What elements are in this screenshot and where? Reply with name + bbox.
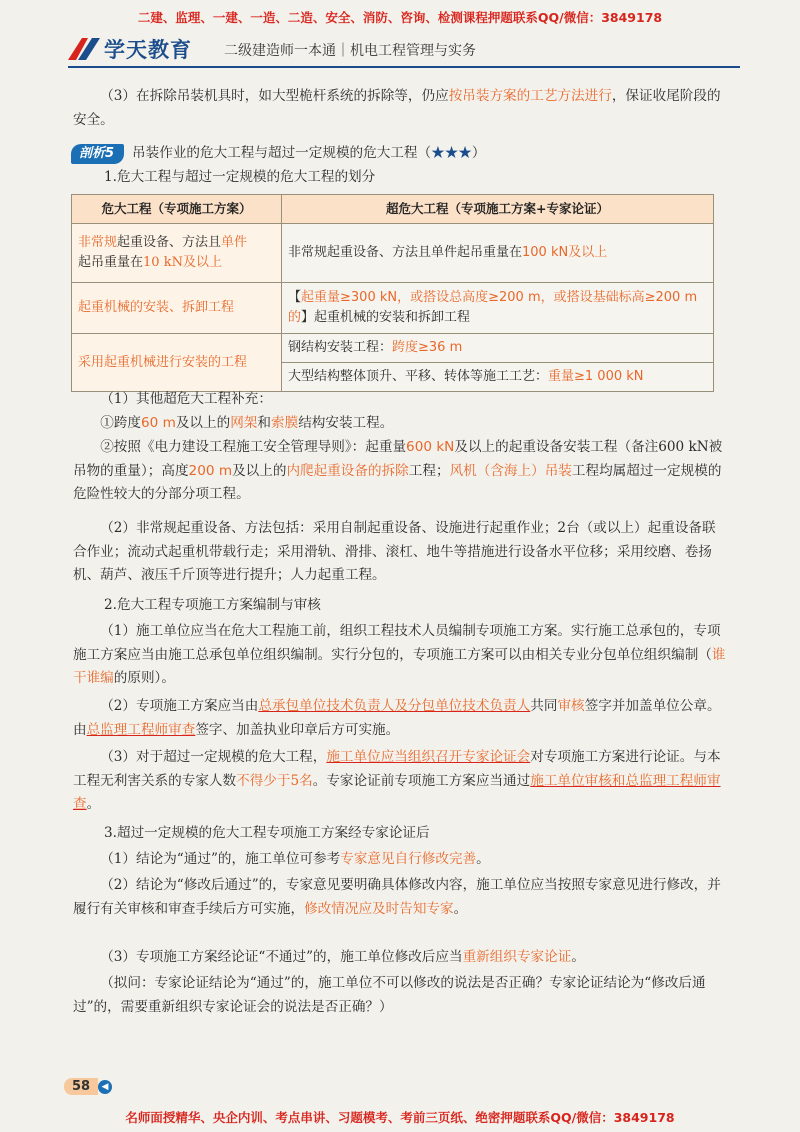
paragraph: ②按照《电力建设工程施工安全管理导则》：起重量600 kN及以上的起重设备安装工程（备注600 kN被吊物的重量）；高度200 m及以上的内爬起重设备的拆除工程；风机（含海上）吊装工程均属超过一定规模的危险性较大的分部分项工程。 [73,439,723,502]
paragraph: （1）结论为“通过”的，施工单位可参考专家意见自行修改完善。 [100,851,490,867]
logo-icon [68,36,100,60]
page-arrow-icon: ◀ [98,1080,112,1094]
table-cell: 【起重量≥300 kN，或搭设总高度≥200 m，或搭设基础标高≥200 m的】起重机械的安装和拆卸工程 [282,283,714,334]
page-number: 58 [64,1078,98,1095]
paragraph: （2）专项施工方案应当由总承包单位技术负责人及分包单位技术负责人共同审核签字并加盖单位公章。由总监理工程师审查签字、加盖执业印章后方可实施。 [73,698,721,738]
paragraph: （1）其他超危大工程补充： [100,391,272,407]
table-header-cell: 超危大工程（专项施工方案+专家论证） [282,195,714,224]
table-row [72,224,714,283]
intro-paragraph: （3）在拆除吊装机具时，如大型桅杆系统的拆除等，仍应按吊装方案的工艺方法进行，保证收尾阶段的安全。 [73,88,721,128]
table-cell: 非常规起重设备、方法且单件起吊重量在100 kN及以上 [282,224,714,283]
section-badge: 剖析5 [71,144,124,164]
paragraph: （3）专项施工方案经论证“不通过”的，施工单位修改后应当重新组织专家论证。 [100,949,585,965]
paragraph: （1）施工单位应当在危大工程施工前，组织工程技术人员编制专项施工方案。实行施工总承包的，专项施工方案应当由施工总承包单位组织编制。实行分包的，专项施工方案可以由相关专业分包单位组织编制（谁干谁编的原则）。 [73,623,726,686]
paragraph: （3）对于超过一定规模的危大工程，施工单位应当组织召开专家论证会对专项施工方案进行论证。与本工程无利害关系的专家人数不得少于5名。专家论证前专项施工方案应当通过施工单位审核和总监理工程师审查。 [73,749,721,812]
table-cell: 起重机械的安装、拆卸工程 [72,283,282,334]
subheading-2: 2.危大工程专项施工方案编制与审核 [104,597,321,613]
table-row [72,283,714,334]
table-row [72,334,714,363]
page-header [68,34,768,64]
section-heading: 剖析5 吊装作业的危大工程与超过一定规模的危大工程（★★★） [71,142,726,166]
top-ad-banner: 二建、监理、一建、一造、二造、安全、消防、咨询、检测课程押题联系QQ/微信：3849178 [137,10,663,25]
brand-name: 学天教育 [104,38,192,62]
paragraph: （2）非常规起重设备、方法包括：采用自制起重设备、设施进行起重作业；2台（或以上）起重设备联合作业；流动式起重机带载行走；采用滑轨、滑排、滚杠、地牛等措施进行设备水平位移；采用绞磨、卷扬机、葫芦、液压千斤顶等进行提升；人力起重工程。 [73,520,716,583]
table-cell: 采用起重机械进行安装的工程 [72,334,282,392]
paragraph: （2）结论为“修改后通过”的，专家意见要明确具体修改内容，施工单位应当按照专家意见进行修改，并履行有关审核和审查手续后方可实施，修改情况应及时告知专家。 [73,877,721,917]
book-title: 二级建造师一本通｜机电工程管理与实务 [224,43,476,59]
header-divider [68,66,740,68]
table-cell: 非常规起重设备、方法且单件 起吊重量在10 kN及以上 [72,224,282,283]
table-cell: 钢结构安装工程：跨度≥36 m [282,334,714,363]
table-cell: 大型结构整体顶升、平移、转体等施工工艺：重量≥1 000 kN [282,363,714,392]
table-header-row [72,195,714,224]
subheading-1: 1.危大工程与超过一定规模的危大工程的划分 [104,169,376,185]
classification-table [71,194,714,392]
table-header-cell: 危大工程（专项施工方案） [72,195,282,224]
paragraph: （拟问：专家论证结论为“通过”的，施工单位不可以修改的说法是否正确？专家论证结论为“修改后通过”的，需要重新组织专家论证会的说法是否正确？） [73,975,706,1015]
importance-stars: ★★★ [431,145,472,161]
paragraph: ①跨度60 m及以上的网架和索膜结构安装工程。 [100,415,394,431]
bottom-ad-banner: 名师面授精华、央企内训、考点串讲、习题模考、考前三页纸、绝密押题联系QQ/微信：3849178 [125,1110,675,1125]
subheading-3: 3.超过一定规模的危大工程专项施工方案经专家论证后 [104,825,430,841]
